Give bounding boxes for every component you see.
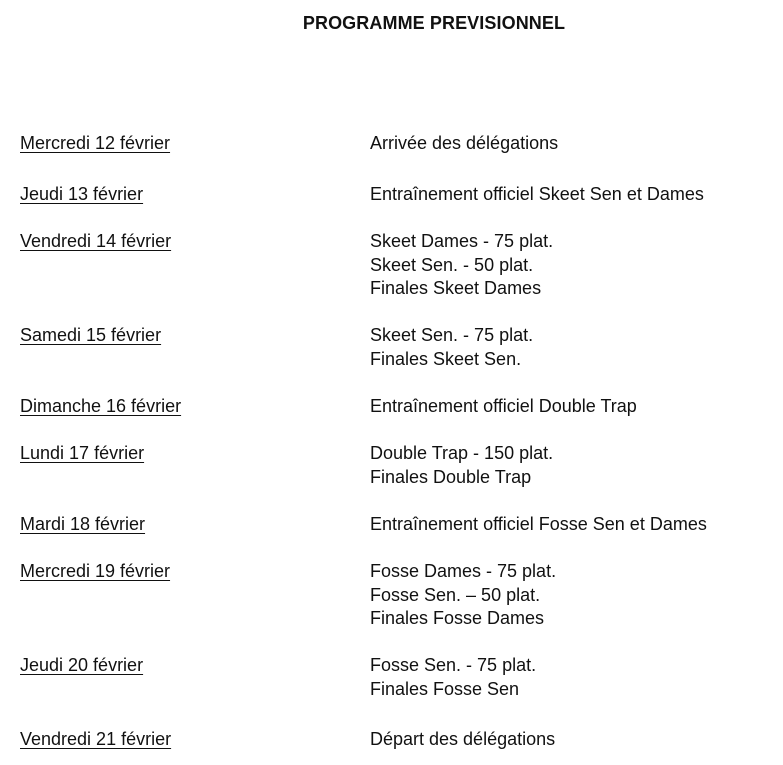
schedule-event: Entraînement officiel Skeet Sen et Dames (370, 184, 704, 204)
schedule-event: Double Trap - 150 plat. (370, 443, 554, 463)
schedule-date: Samedi 15 février (20, 325, 162, 345)
schedule-event: Arrivée des délégations (370, 133, 559, 153)
schedule-date: Mercredi 19 février (20, 561, 171, 581)
schedule-date: Mercredi 12 février (20, 133, 171, 153)
schedule-event: Fosse Sen. - 75 plat. (370, 655, 537, 675)
schedule-date: Lundi 17 février (20, 443, 145, 463)
schedule-events (370, 395, 637, 419)
schedule-date: Dimanche 16 février (20, 396, 182, 416)
schedule-event: Fosse Dames - 75 plat. (370, 561, 557, 581)
schedule-date: Mardi 18 février (20, 514, 146, 534)
schedule-event: Finales Fosse Sen (370, 678, 520, 699)
schedule-events (370, 183, 704, 207)
schedule-events (370, 728, 555, 752)
schedule-date: Jeudi 20 février (20, 655, 144, 675)
schedule-date: Vendredi 14 février (20, 231, 172, 251)
schedule-event: Skeet Sen. - 75 plat. (370, 325, 534, 345)
schedule-event: Finales Fosse Dames (370, 608, 545, 628)
schedule-event: Finales Skeet Sen. (370, 348, 522, 369)
schedule-events (370, 230, 553, 301)
page-title: PROGRAMME PREVISIONNEL (302, 13, 566, 33)
schedule-events (370, 132, 558, 156)
schedule-events (370, 442, 553, 489)
schedule-event: Fosse Sen. – 50 plat. (370, 584, 541, 605)
schedule-event: Finales Double Trap (370, 466, 532, 487)
schedule-date: Jeudi 13 février (20, 184, 144, 204)
schedule-events (370, 654, 536, 701)
schedule-events (370, 513, 707, 537)
schedule-event: Départ des délégations (370, 729, 556, 749)
schedule-events (370, 560, 556, 631)
schedule-events (370, 324, 533, 371)
schedule-event: Entraînement officiel Fosse Sen et Dames (370, 514, 707, 534)
schedule-event: Skeet Sen. - 50 plat. (370, 254, 534, 275)
schedule-date: Vendredi 21 février (20, 729, 172, 749)
title-container (0, 0, 783, 40)
schedule-event: Entraînement officiel Double Trap (370, 396, 637, 416)
schedule-event: Finales Skeet Dames (370, 278, 542, 298)
schedule-event: Skeet Dames - 75 plat. (370, 231, 554, 251)
